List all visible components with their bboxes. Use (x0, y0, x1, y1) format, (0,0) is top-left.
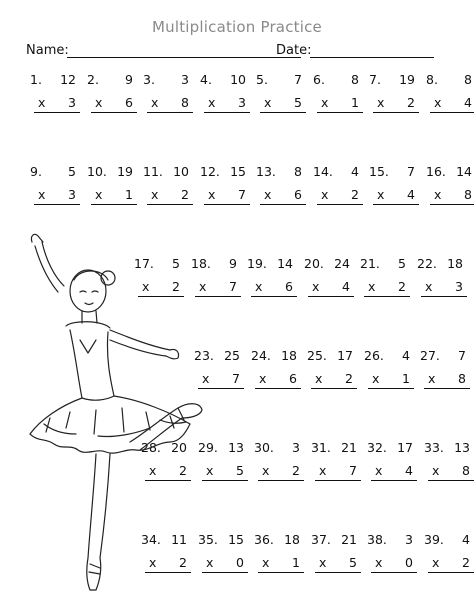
answer-line[interactable] (91, 112, 137, 113)
problem (256, 166, 306, 206)
problem (367, 534, 417, 574)
problem (143, 74, 193, 114)
name-line[interactable] (67, 57, 301, 58)
problem-top-operand: 21 (341, 440, 357, 455)
times-sign: x (319, 463, 327, 478)
problem-number: 32. (367, 440, 387, 455)
problem-multiplier: 7 (229, 279, 237, 294)
answer-line[interactable] (91, 204, 137, 205)
problem-multiplier: 0 (236, 555, 244, 570)
problem-multiplier: 1 (351, 95, 359, 110)
problem-top-operand: 5 (172, 256, 180, 271)
times-sign: x (262, 555, 270, 570)
problem-multiplier: 6 (289, 371, 297, 386)
times-sign: x (428, 371, 436, 386)
answer-line[interactable] (204, 112, 250, 113)
problem (143, 166, 193, 206)
problem-top-operand: 25 (224, 348, 240, 363)
problem-number: 21. (360, 256, 380, 271)
answer-line[interactable] (428, 480, 474, 481)
times-sign: x (208, 95, 216, 110)
times-sign: x (377, 95, 385, 110)
problem (307, 350, 357, 390)
problem-top-operand: 18 (284, 532, 300, 547)
answer-line[interactable] (308, 296, 354, 297)
answer-line[interactable] (204, 204, 250, 205)
problem-top-operand: 15 (230, 164, 246, 179)
problem-top-operand: 24 (334, 256, 350, 271)
times-sign: x (149, 463, 157, 478)
problem (254, 534, 304, 574)
problem-multiplier: 7 (232, 371, 240, 386)
problem (313, 74, 363, 114)
times-sign: x (315, 371, 323, 386)
times-sign: x (149, 555, 157, 570)
problem (304, 258, 354, 298)
problem-top-operand: 3 (405, 532, 413, 547)
problem-number: 13. (256, 164, 276, 179)
problem-number: 25. (307, 348, 327, 363)
times-sign: x (206, 555, 214, 570)
answer-line[interactable] (317, 112, 363, 113)
problem (420, 350, 470, 390)
problem-number: 8. (426, 72, 438, 87)
answer-line[interactable] (147, 112, 193, 113)
problem-number: 9. (30, 164, 42, 179)
problem-top-operand: 11 (171, 532, 187, 547)
problem-top-operand: 9 (229, 256, 237, 271)
problem-top-operand: 17 (397, 440, 413, 455)
problem (424, 534, 474, 574)
problem-top-operand: 21 (341, 532, 357, 547)
date-label: Date: (276, 43, 312, 58)
problem (251, 350, 301, 390)
answer-line[interactable] (421, 296, 467, 297)
problem-multiplier: 0 (405, 555, 413, 570)
problem-top-operand: 9 (125, 72, 133, 87)
problem (198, 534, 248, 574)
problem-number: 12. (200, 164, 220, 179)
problem-top-operand: 19 (399, 72, 415, 87)
times-sign: x (321, 95, 329, 110)
answer-line[interactable] (364, 296, 410, 297)
answer-line[interactable] (202, 572, 248, 573)
times-sign: x (199, 279, 207, 294)
problem-top-operand: 7 (407, 164, 415, 179)
problem (313, 166, 363, 206)
problem-number: 37. (311, 532, 331, 547)
problem (426, 166, 474, 206)
problem-multiplier: 7 (238, 187, 246, 202)
answer-line[interactable] (255, 388, 301, 389)
times-sign: x (372, 371, 380, 386)
problem-top-operand: 14 (456, 164, 472, 179)
problem-top-operand: 17 (337, 348, 353, 363)
problem-multiplier: 2 (179, 463, 187, 478)
problem (364, 350, 414, 390)
problem (311, 442, 361, 482)
problem-multiplier: 2 (407, 95, 415, 110)
problem (424, 442, 474, 482)
problem (198, 442, 248, 482)
problem-top-operand: 7 (458, 348, 466, 363)
problem-multiplier: 8 (462, 463, 470, 478)
times-sign: x (319, 555, 327, 570)
problem-number: 16. (426, 164, 446, 179)
times-sign: x (425, 279, 433, 294)
problem-multiplier: 1 (402, 371, 410, 386)
problem (256, 74, 306, 114)
answer-line[interactable] (311, 388, 357, 389)
problem-top-operand: 3 (292, 440, 300, 455)
problem-number: 18. (191, 256, 211, 271)
times-sign: x (259, 371, 267, 386)
problem-number: 36. (254, 532, 274, 547)
problem-multiplier: 6 (294, 187, 302, 202)
problem-number: 22. (417, 256, 437, 271)
times-sign: x (264, 95, 272, 110)
problem-top-operand: 13 (454, 440, 470, 455)
answer-line[interactable] (34, 204, 80, 205)
name-date-row (26, 43, 426, 61)
problem-multiplier: 1 (125, 187, 133, 202)
problem (417, 258, 467, 298)
problem-multiplier: 3 (68, 187, 76, 202)
problem-number: 10. (87, 164, 107, 179)
problem-multiplier: 8 (458, 371, 466, 386)
times-sign: x (151, 187, 159, 202)
problem-multiplier: 3 (68, 95, 76, 110)
problem-number: 34. (141, 532, 161, 547)
times-sign: x (38, 95, 46, 110)
times-sign: x (434, 95, 442, 110)
problem-multiplier: 2 (351, 187, 359, 202)
times-sign: x (206, 463, 214, 478)
times-sign: x (375, 463, 383, 478)
problem-multiplier: 2 (345, 371, 353, 386)
problem (200, 74, 250, 114)
problem-top-operand: 10 (173, 164, 189, 179)
problem-top-operand: 18 (447, 256, 463, 271)
date-line[interactable] (310, 57, 434, 58)
page-title: Multiplication Practice (152, 18, 322, 36)
problem-top-operand: 18 (281, 348, 297, 363)
answer-line[interactable] (373, 204, 419, 205)
times-sign: x (202, 371, 210, 386)
times-sign: x (264, 187, 272, 202)
answer-line[interactable] (315, 572, 361, 573)
problem-number: 28. (141, 440, 161, 455)
times-sign: x (208, 187, 216, 202)
answer-line[interactable] (315, 480, 361, 481)
problem-multiplier: 2 (292, 463, 300, 478)
problem-number: 2. (87, 72, 99, 87)
problem-number: 3. (143, 72, 155, 87)
problem (360, 258, 410, 298)
problem-multiplier: 4 (342, 279, 350, 294)
problem-multiplier: 8 (181, 95, 189, 110)
problem (30, 74, 80, 114)
answer-line[interactable] (251, 296, 297, 297)
problem-top-operand: 12 (60, 72, 76, 87)
problem-top-operand: 8 (464, 72, 472, 87)
times-sign: x (432, 555, 440, 570)
answer-line[interactable] (260, 112, 306, 113)
problem-multiplier: 5 (349, 555, 357, 570)
problem (200, 166, 250, 206)
problem-number: 6. (313, 72, 325, 87)
problem-top-operand: 13 (228, 440, 244, 455)
answer-line[interactable] (147, 204, 193, 205)
problem-number: 38. (367, 532, 387, 547)
answer-line[interactable] (368, 388, 414, 389)
problem-multiplier: 6 (125, 95, 133, 110)
times-sign: x (262, 463, 270, 478)
ballerina-illustration-icon (10, 228, 205, 598)
answer-line[interactable] (371, 480, 417, 481)
problem-multiplier: 8 (464, 187, 472, 202)
problem (254, 442, 304, 482)
problem-top-operand: 5 (398, 256, 406, 271)
times-sign: x (434, 187, 442, 202)
problem-top-operand: 10 (230, 72, 246, 87)
times-sign: x (375, 555, 383, 570)
problem-multiplier: 2 (398, 279, 406, 294)
problem-number: 4. (200, 72, 212, 87)
problem-top-operand: 4 (462, 532, 470, 547)
times-sign: x (312, 279, 320, 294)
times-sign: x (377, 187, 385, 202)
problem (426, 74, 474, 114)
answer-line[interactable] (371, 572, 417, 573)
problem (311, 534, 361, 574)
problem-top-operand: 15 (228, 532, 244, 547)
problem-multiplier: 5 (236, 463, 244, 478)
problem-number: 17. (134, 256, 154, 271)
problem-top-operand: 8 (351, 72, 359, 87)
problem-multiplier: 3 (238, 95, 246, 110)
times-sign: x (321, 187, 329, 202)
answer-line[interactable] (424, 388, 470, 389)
times-sign: x (38, 187, 46, 202)
times-sign: x (95, 95, 103, 110)
answer-line[interactable] (34, 112, 80, 113)
problem-number: 27. (420, 348, 440, 363)
problem-top-operand: 14 (277, 256, 293, 271)
problem-number: 19. (247, 256, 267, 271)
times-sign: x (142, 279, 150, 294)
answer-line[interactable] (373, 112, 419, 113)
problem-number: 29. (198, 440, 218, 455)
answer-line[interactable] (430, 204, 474, 205)
problem-number: 26. (364, 348, 384, 363)
problem-multiplier: 4 (407, 187, 415, 202)
problem-top-operand: 20 (171, 440, 187, 455)
problem-top-operand: 3 (181, 72, 189, 87)
problem (369, 74, 419, 114)
problem-number: 33. (424, 440, 444, 455)
problem (87, 166, 137, 206)
problem-multiplier: 2 (462, 555, 470, 570)
answer-line[interactable] (202, 480, 248, 481)
answer-line[interactable] (258, 572, 304, 573)
problem-multiplier: 2 (179, 555, 187, 570)
problem-number: 14. (313, 164, 333, 179)
problem-multiplier: 4 (405, 463, 413, 478)
problem-top-operand: 4 (402, 348, 410, 363)
problem-number: 5. (256, 72, 268, 87)
problem-number: 24. (251, 348, 271, 363)
problem-number: 35. (198, 532, 218, 547)
problem-top-operand: 5 (68, 164, 76, 179)
answer-line[interactable] (428, 572, 474, 573)
answer-line[interactable] (258, 480, 304, 481)
problem-top-operand: 4 (351, 164, 359, 179)
problem (30, 166, 80, 206)
times-sign: x (368, 279, 376, 294)
problem-multiplier: 7 (349, 463, 357, 478)
problem-number: 31. (311, 440, 331, 455)
problem (369, 166, 419, 206)
problem (247, 258, 297, 298)
problem-number: 20. (304, 256, 324, 271)
problem-multiplier: 3 (455, 279, 463, 294)
times-sign: x (151, 95, 159, 110)
problem (87, 74, 137, 114)
answer-line[interactable] (317, 204, 363, 205)
answer-line[interactable] (430, 112, 474, 113)
problem-number: 23. (194, 348, 214, 363)
times-sign: x (95, 187, 103, 202)
problem-multiplier: 4 (464, 95, 472, 110)
problem-top-operand: 19 (117, 164, 133, 179)
problem-multiplier: 5 (294, 95, 302, 110)
problem-number: 30. (254, 440, 274, 455)
problem-multiplier: 2 (172, 279, 180, 294)
problem-top-operand: 8 (294, 164, 302, 179)
problem-multiplier: 2 (181, 187, 189, 202)
problem-top-operand: 7 (294, 72, 302, 87)
problem-number: 11. (143, 164, 163, 179)
problem-number: 39. (424, 532, 444, 547)
times-sign: x (255, 279, 263, 294)
name-label: Name: (26, 43, 69, 58)
problem (367, 442, 417, 482)
answer-line[interactable] (260, 204, 306, 205)
problem-number: 7. (369, 72, 381, 87)
problem-multiplier: 6 (285, 279, 293, 294)
problem-number: 15. (369, 164, 389, 179)
problem-number: 1. (30, 72, 42, 87)
times-sign: x (432, 463, 440, 478)
problem-multiplier: 1 (292, 555, 300, 570)
